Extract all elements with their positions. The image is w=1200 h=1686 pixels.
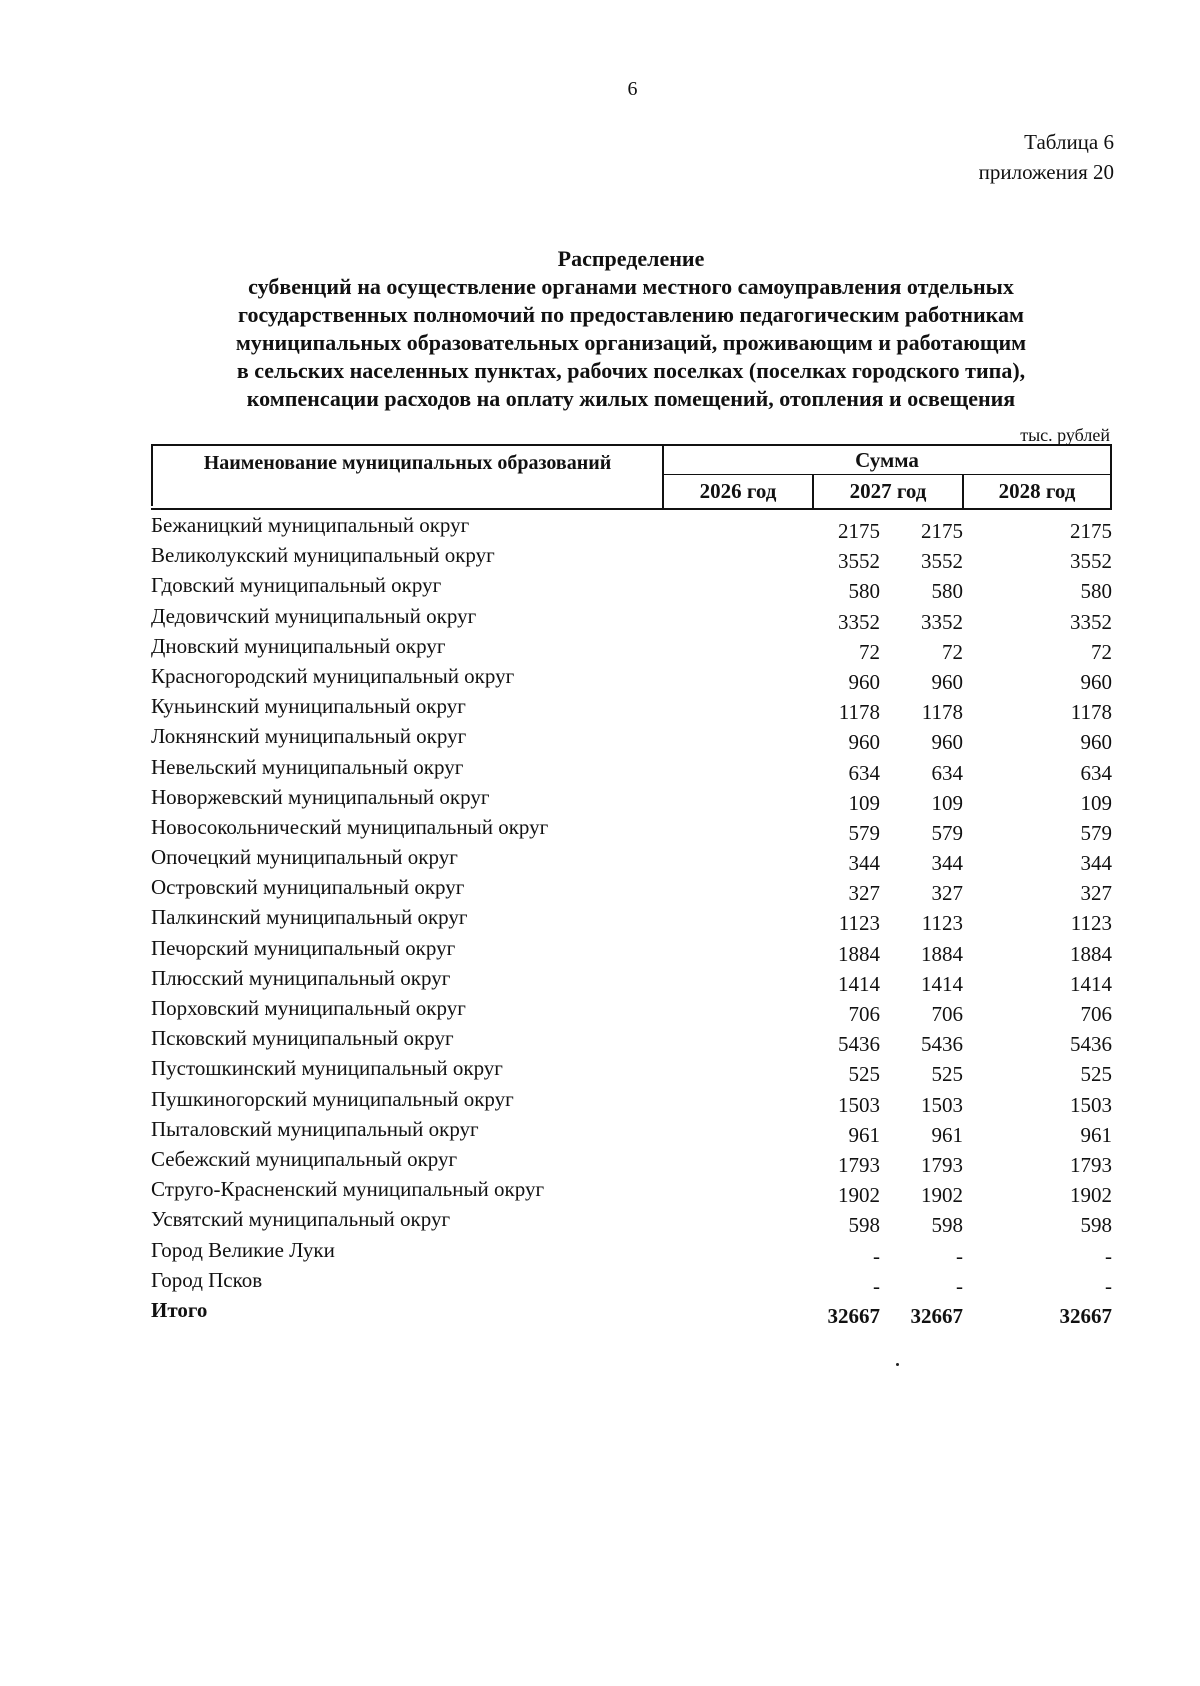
amount-2026: 1503	[921, 1092, 963, 1117]
amount-2026: 706	[931, 1002, 963, 1026]
amount-2028: 960	[1080, 730, 1112, 755]
municipality-name: Пустошкинский муниципальный округ	[151, 1056, 503, 1081]
amount-2027: 109	[848, 790, 880, 815]
amount-2028: 580	[1080, 579, 1112, 604]
amount-2028: 327	[1080, 881, 1112, 906]
amount-2026: 1902	[921, 1183, 963, 1208]
table-row	[151, 510, 1112, 543]
municipality-name: Опочецкий муниципальный округ	[151, 845, 458, 870]
amount-2026: 961	[931, 1122, 963, 1147]
amount-2028: 706	[1080, 1002, 1112, 1026]
amount-2028: 3352	[1070, 609, 1112, 634]
table-row	[151, 1204, 1112, 1238]
total-row	[151, 1295, 1112, 1328]
amount-2027: 1902	[838, 1183, 880, 1208]
municipality-name: Усвятский муниципальный округ	[151, 1207, 451, 1232]
amount-2027: 960	[848, 669, 880, 694]
page-number: 6	[627, 78, 638, 100]
amount-2027: 1793	[838, 1152, 880, 1177]
amount-2026: 3552	[921, 549, 963, 574]
amount-2026: 344	[931, 851, 963, 876]
table-row	[151, 902, 1112, 936]
amount-2026: 1793	[921, 1152, 963, 1177]
table-row	[151, 1265, 1112, 1298]
amount-2027: 2175	[838, 519, 880, 543]
document-title	[150, 245, 1112, 413]
table-row	[151, 721, 1112, 755]
municipality-name: Новоржевский муниципальный округ	[151, 784, 490, 809]
amount-2027: -	[873, 1273, 880, 1298]
amount-2026: 960	[931, 730, 963, 755]
table-row	[151, 842, 1112, 876]
table-row	[151, 1235, 1112, 1268]
municipality-name: Город Псков	[151, 1267, 263, 1292]
amount-2026: 960	[931, 669, 963, 694]
municipality-name: Дедовичский муниципальный округ	[151, 603, 477, 628]
amount-2026: 525	[931, 1062, 963, 1087]
amount-2026: 1178	[921, 700, 963, 725]
amount-2028: 5436	[1070, 1032, 1112, 1057]
amount-2027: 1123	[838, 911, 880, 936]
amount-2028: 1178	[1070, 700, 1112, 725]
amount-2027: 344	[848, 851, 880, 876]
table-number: Таблица 6	[1024, 130, 1114, 154]
amount-2028: 961	[1080, 1122, 1112, 1147]
amount-2026: 72	[942, 639, 963, 664]
amount-2028: 1884	[1070, 941, 1112, 966]
amount-2026: 598	[931, 1213, 963, 1238]
units-label: тыс. рублей	[1020, 425, 1110, 445]
amount-2027: 525	[848, 1062, 880, 1087]
amount-2028: 1902	[1070, 1183, 1112, 1208]
municipality-name: Островский муниципальный округ	[151, 875, 465, 900]
amount-2027: 1178	[838, 700, 880, 725]
amount-2028: 344	[1080, 851, 1112, 876]
municipality-name: Новосокольнический муниципальный округ	[151, 814, 549, 839]
amount-2028: 1414	[1070, 971, 1112, 996]
municipality-name: Итого	[151, 1297, 208, 1322]
amount-2028: 579	[1080, 820, 1112, 845]
amount-2028: 960	[1080, 669, 1112, 694]
table-row	[151, 691, 1112, 725]
amount-2028: 109	[1080, 790, 1112, 815]
municipality-name: Дновский муниципальный округ	[151, 633, 446, 658]
table-row	[151, 1174, 1112, 1208]
table-row	[151, 1023, 1112, 1057]
municipality-name: Красногородский муниципальный округ	[151, 663, 515, 688]
table-body	[151, 510, 1112, 1328]
municipality-name: Плюсский муниципальный округ	[151, 965, 451, 990]
amount-2028: 72	[1091, 639, 1112, 664]
amount-2027: 598	[848, 1213, 880, 1238]
amount-2027: 3352	[838, 609, 880, 634]
table-row	[151, 1084, 1112, 1117]
amount-2028: 598	[1080, 1213, 1112, 1238]
municipality-name: Город Великие Луки	[151, 1237, 335, 1262]
table-row	[151, 993, 1112, 1026]
municipality-name: Палкинский муниципальный округ	[151, 905, 468, 930]
amount-2028: 2175	[1070, 519, 1112, 543]
amount-2026: 2175	[921, 519, 963, 543]
municipality-name: Бежаницкий муниципальный округ	[151, 513, 470, 537]
amount-2027: 32667	[827, 1303, 880, 1328]
amount-2028: 1793	[1070, 1152, 1112, 1177]
appendix-reference: приложения 20	[978, 160, 1114, 184]
municipality-name: Гдовский муниципальный округ	[151, 573, 442, 598]
stray-dot	[896, 1363, 899, 1366]
municipality-name: Пыталовский муниципальный округ	[151, 1116, 479, 1141]
amount-2026: 327	[931, 881, 963, 906]
amount-2027: 1503	[838, 1092, 880, 1117]
amount-2027: 580	[848, 579, 880, 604]
table-row	[151, 540, 1112, 574]
municipality-name: Псковский муниципальный округ	[151, 1026, 454, 1051]
table-row	[151, 872, 1112, 906]
table-row	[151, 1053, 1112, 1087]
table-row	[151, 631, 1112, 664]
title-line-5: в сельских населенных пунктах, рабочих поселках (поселках городского типа),	[236, 358, 1026, 383]
amount-2027: 1414	[838, 971, 880, 996]
table-row	[151, 752, 1112, 785]
title-line-6: компенсации расходов на оплату жилых помещений, отопления и освещения	[246, 386, 1016, 411]
table-row	[151, 812, 1112, 845]
amount-2026: 1414	[921, 971, 963, 996]
municipality-name: Себежский муниципальный округ	[151, 1146, 458, 1171]
title-line-2: субвенций на осуществление органами местного самоуправления отдельных	[248, 274, 1014, 299]
table-row	[151, 782, 1112, 815]
table-row	[151, 601, 1112, 634]
header-year-2028: 2028 год	[962, 475, 1112, 508]
amount-2026: 109	[931, 790, 963, 815]
amount-2026: 3352	[921, 609, 963, 634]
amount-2028: 1503	[1070, 1092, 1112, 1117]
amount-2027: 327	[848, 881, 880, 906]
amount-2027: 706	[848, 1002, 880, 1026]
amount-2028: 525	[1080, 1062, 1112, 1087]
amount-2028: 1123	[1070, 911, 1112, 936]
table-row	[151, 1114, 1112, 1147]
title-line-1: Распределение	[557, 246, 705, 271]
amount-2027: 961	[848, 1122, 880, 1147]
table-reference	[979, 127, 1114, 187]
amount-2028: 32667	[1059, 1303, 1112, 1328]
municipality-name: Куньинский муниципальный округ	[151, 694, 466, 719]
amount-2027: 579	[848, 820, 880, 845]
municipality-name: Порховский муниципальный округ	[151, 996, 466, 1020]
amount-2028: -	[1105, 1243, 1112, 1268]
municipality-name: Локнянский муниципальный округ	[151, 724, 467, 749]
municipality-name: Великолукский муниципальный округ	[151, 543, 495, 568]
municipality-name: Пушкиногорский муниципальный округ	[151, 1086, 514, 1111]
municipality-name: Струго-Красненский муниципальный округ	[151, 1177, 545, 1202]
table-row	[151, 933, 1112, 966]
amount-2028: 3552	[1070, 549, 1112, 574]
municipality-name: Печорский муниципальный округ	[151, 935, 456, 960]
table-row	[151, 963, 1112, 996]
amount-2026: 5436	[921, 1032, 963, 1057]
amount-2026: -	[956, 1273, 963, 1298]
amount-2027: 634	[848, 760, 880, 785]
amount-2027: 960	[848, 730, 880, 755]
amount-2027: 5436	[838, 1032, 880, 1057]
table-row	[151, 570, 1112, 604]
header-municipality-name: Наименование муниципальных образований	[151, 444, 662, 506]
header-year-2026: 2026 год	[662, 475, 812, 508]
amount-2027: 1884	[838, 941, 880, 966]
header-sum: Сумма	[662, 444, 1112, 475]
amount-2026: 1884	[921, 941, 963, 966]
title-line-4: муниципальных образовательных организаций, проживающим и работающим	[235, 330, 1027, 355]
amount-2028: -	[1105, 1273, 1112, 1298]
amount-2026: -	[956, 1243, 963, 1268]
table-header	[151, 444, 1112, 510]
title-line-3: государственных полномочий по предоставлению педагогическим работникам	[238, 302, 1024, 327]
amount-2026: 1123	[921, 911, 963, 936]
table-row	[151, 661, 1112, 694]
municipality-name: Невельский муниципальный округ	[151, 754, 464, 779]
amount-2026: 580	[931, 579, 963, 604]
amount-2027: 3552	[838, 549, 880, 574]
amount-2026: 32667	[910, 1303, 963, 1328]
amount-2027: -	[873, 1243, 880, 1268]
amount-2026: 634	[931, 760, 963, 785]
header-year-2027: 2027 год	[812, 475, 962, 508]
table-row	[151, 1144, 1112, 1177]
amount-2026: 579	[931, 820, 963, 845]
amount-2028: 634	[1080, 760, 1112, 785]
amount-2027: 72	[859, 639, 880, 664]
